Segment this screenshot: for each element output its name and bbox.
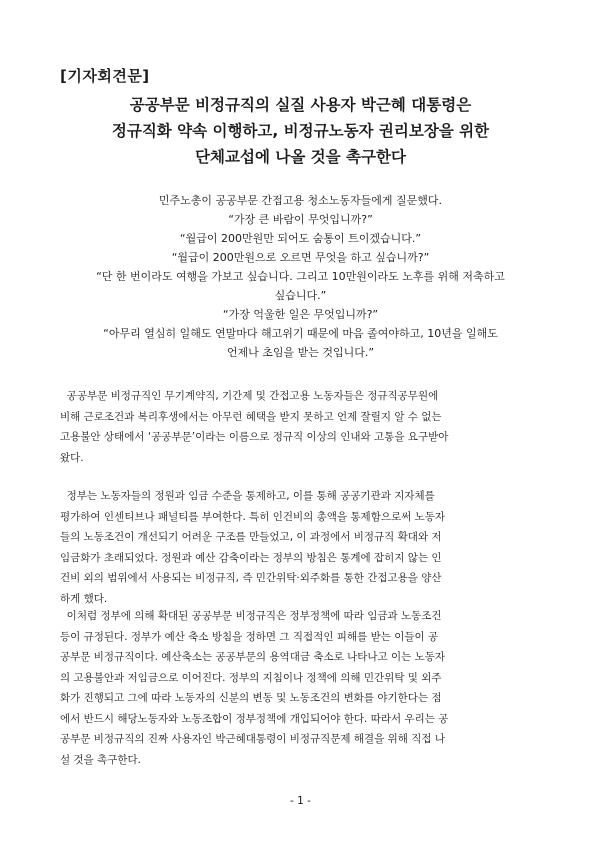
- paragraph-line: 공공부문 비정규직인 무기계약직, 기간제 및 간접고용 노동자들은 정규직공무원에: [60, 390, 439, 402]
- document-type-label: [기자회견문]: [60, 67, 150, 85]
- qa-question: “가장 큰 바람이 무엇입니까?”: [228, 213, 373, 226]
- paragraph-line: 공부문 비정규직의 진짜 사용자인 박근혜대통령이 비정규직문제 해결을 위해 직접 나: [60, 733, 446, 745]
- qa-question: “월급이 200만원으로 오르면 무엇을 하고 싶습니까?”: [171, 251, 430, 264]
- paragraph-line: 화가 진행되고 그에 따라 노동자의 신분의 변동 및 노동조건의 변화를 야기한다는 점: [60, 692, 442, 704]
- body-paragraph-2: [60, 486, 545, 609]
- paragraph-line: 비해 근로조건과 복리후생에서는 아무런 혜택을 받지 못하고 언제 잘릴지 알 수 없는: [60, 410, 442, 423]
- paragraph-line: 설 것을 촉구한다.: [60, 753, 142, 766]
- qa-answer: “아무리 열심히 일해도 연말마다 해고위기 때문에 마음 졸여야하고, 10년을 일해도: [103, 327, 498, 340]
- qa-answer-continued: 언제나 초임을 받는 것입니다.”: [226, 346, 375, 359]
- qa-question: “가장 억울한 일은 무엇입니까?”: [222, 308, 379, 321]
- paragraph-line: 의 고용불안과 저임금으로 이어진다. 정부의 지침이나 정책에 의해 민간위탁 및 외주: [60, 671, 442, 684]
- headline-line-1: 공공부문 비정규직의 실질 사용자 박근혜 대통령은: [129, 96, 472, 114]
- qa-answer: “월급이 200만원만 되어도 숨통이 트이겠습니다.”: [179, 232, 422, 245]
- paragraph-line: 등이 규정된다. 정부가 예산 축소 방침을 정하면 그 직접적인 피해를 받는 이들이 공: [60, 630, 439, 643]
- qa-answer: “단 한 번이라도 여행을 가보고 싶습니다. 그리고 10만원이라도 노후를 위해 저축하고: [96, 270, 505, 283]
- headline-line-3: 단체교섭에 나올 것을 촉구한다: [195, 148, 406, 166]
- paragraph-line: 들의 노동조건이 개선되기 어려운 구조를 만들었고, 이 과정에서 비정규직 확대와 저: [60, 531, 442, 543]
- qa-answer-continued: 싶습니다.”: [274, 289, 327, 302]
- paragraph-line: 정부는 노동자들의 정원과 임금 수준을 통제하고, 이를 통해 공공기관과 지자체를: [60, 490, 435, 502]
- paragraph-line: 하게 했다.: [60, 592, 108, 605]
- page-number: - 1 -: [290, 795, 311, 807]
- paragraph-line: 에서 반드시 해당노동자와 노동조합이 정부정책에 개입되어야 한다. 따라서 우리는 공: [60, 712, 449, 725]
- paragraph-line: 임금화가 초래되었다. 정원과 예산 감축이라는 정부의 방침은 통계에 잡히지 않는 인: [60, 551, 442, 564]
- body-paragraph-3: [60, 606, 545, 770]
- paragraph-line: 평가하여 인센티브나 패널티를 부여한다. 특히 인건비의 총액을 통제함으로써 노동자: [60, 510, 446, 523]
- qa-intro-line: 민주노총이 공공부문 간접고용 청소노동자들에게 질문했다.: [158, 194, 443, 207]
- headline-line-2: 정규직화 약속 이행하고, 비정규노동자 권리보장을 위한: [111, 122, 490, 140]
- paragraph-line: 고용불안 상태에서 ‘공공부문’이라는 이름으로 정규직 이상의 인내와 고통을 요구받아: [60, 431, 449, 443]
- paragraph-line: 이처럼 정부에 의해 확대된 공공부문 비정규직은 정부정책에 따라 임금과 노동조건: [60, 610, 442, 622]
- paragraph-line: 건비 외의 범위에서 사용되는 비정규직, 즉 민간위탁·외주화를 통한 간접고용을 양산: [60, 572, 442, 584]
- paragraph-line: 왔다.: [60, 451, 84, 464]
- body-paragraph-1: [60, 386, 545, 468]
- paragraph-line: 공부문 비정규직이다. 예산축소는 공공부문의 용역대금 축소로 나타나고 이는 노동자: [60, 651, 446, 663]
